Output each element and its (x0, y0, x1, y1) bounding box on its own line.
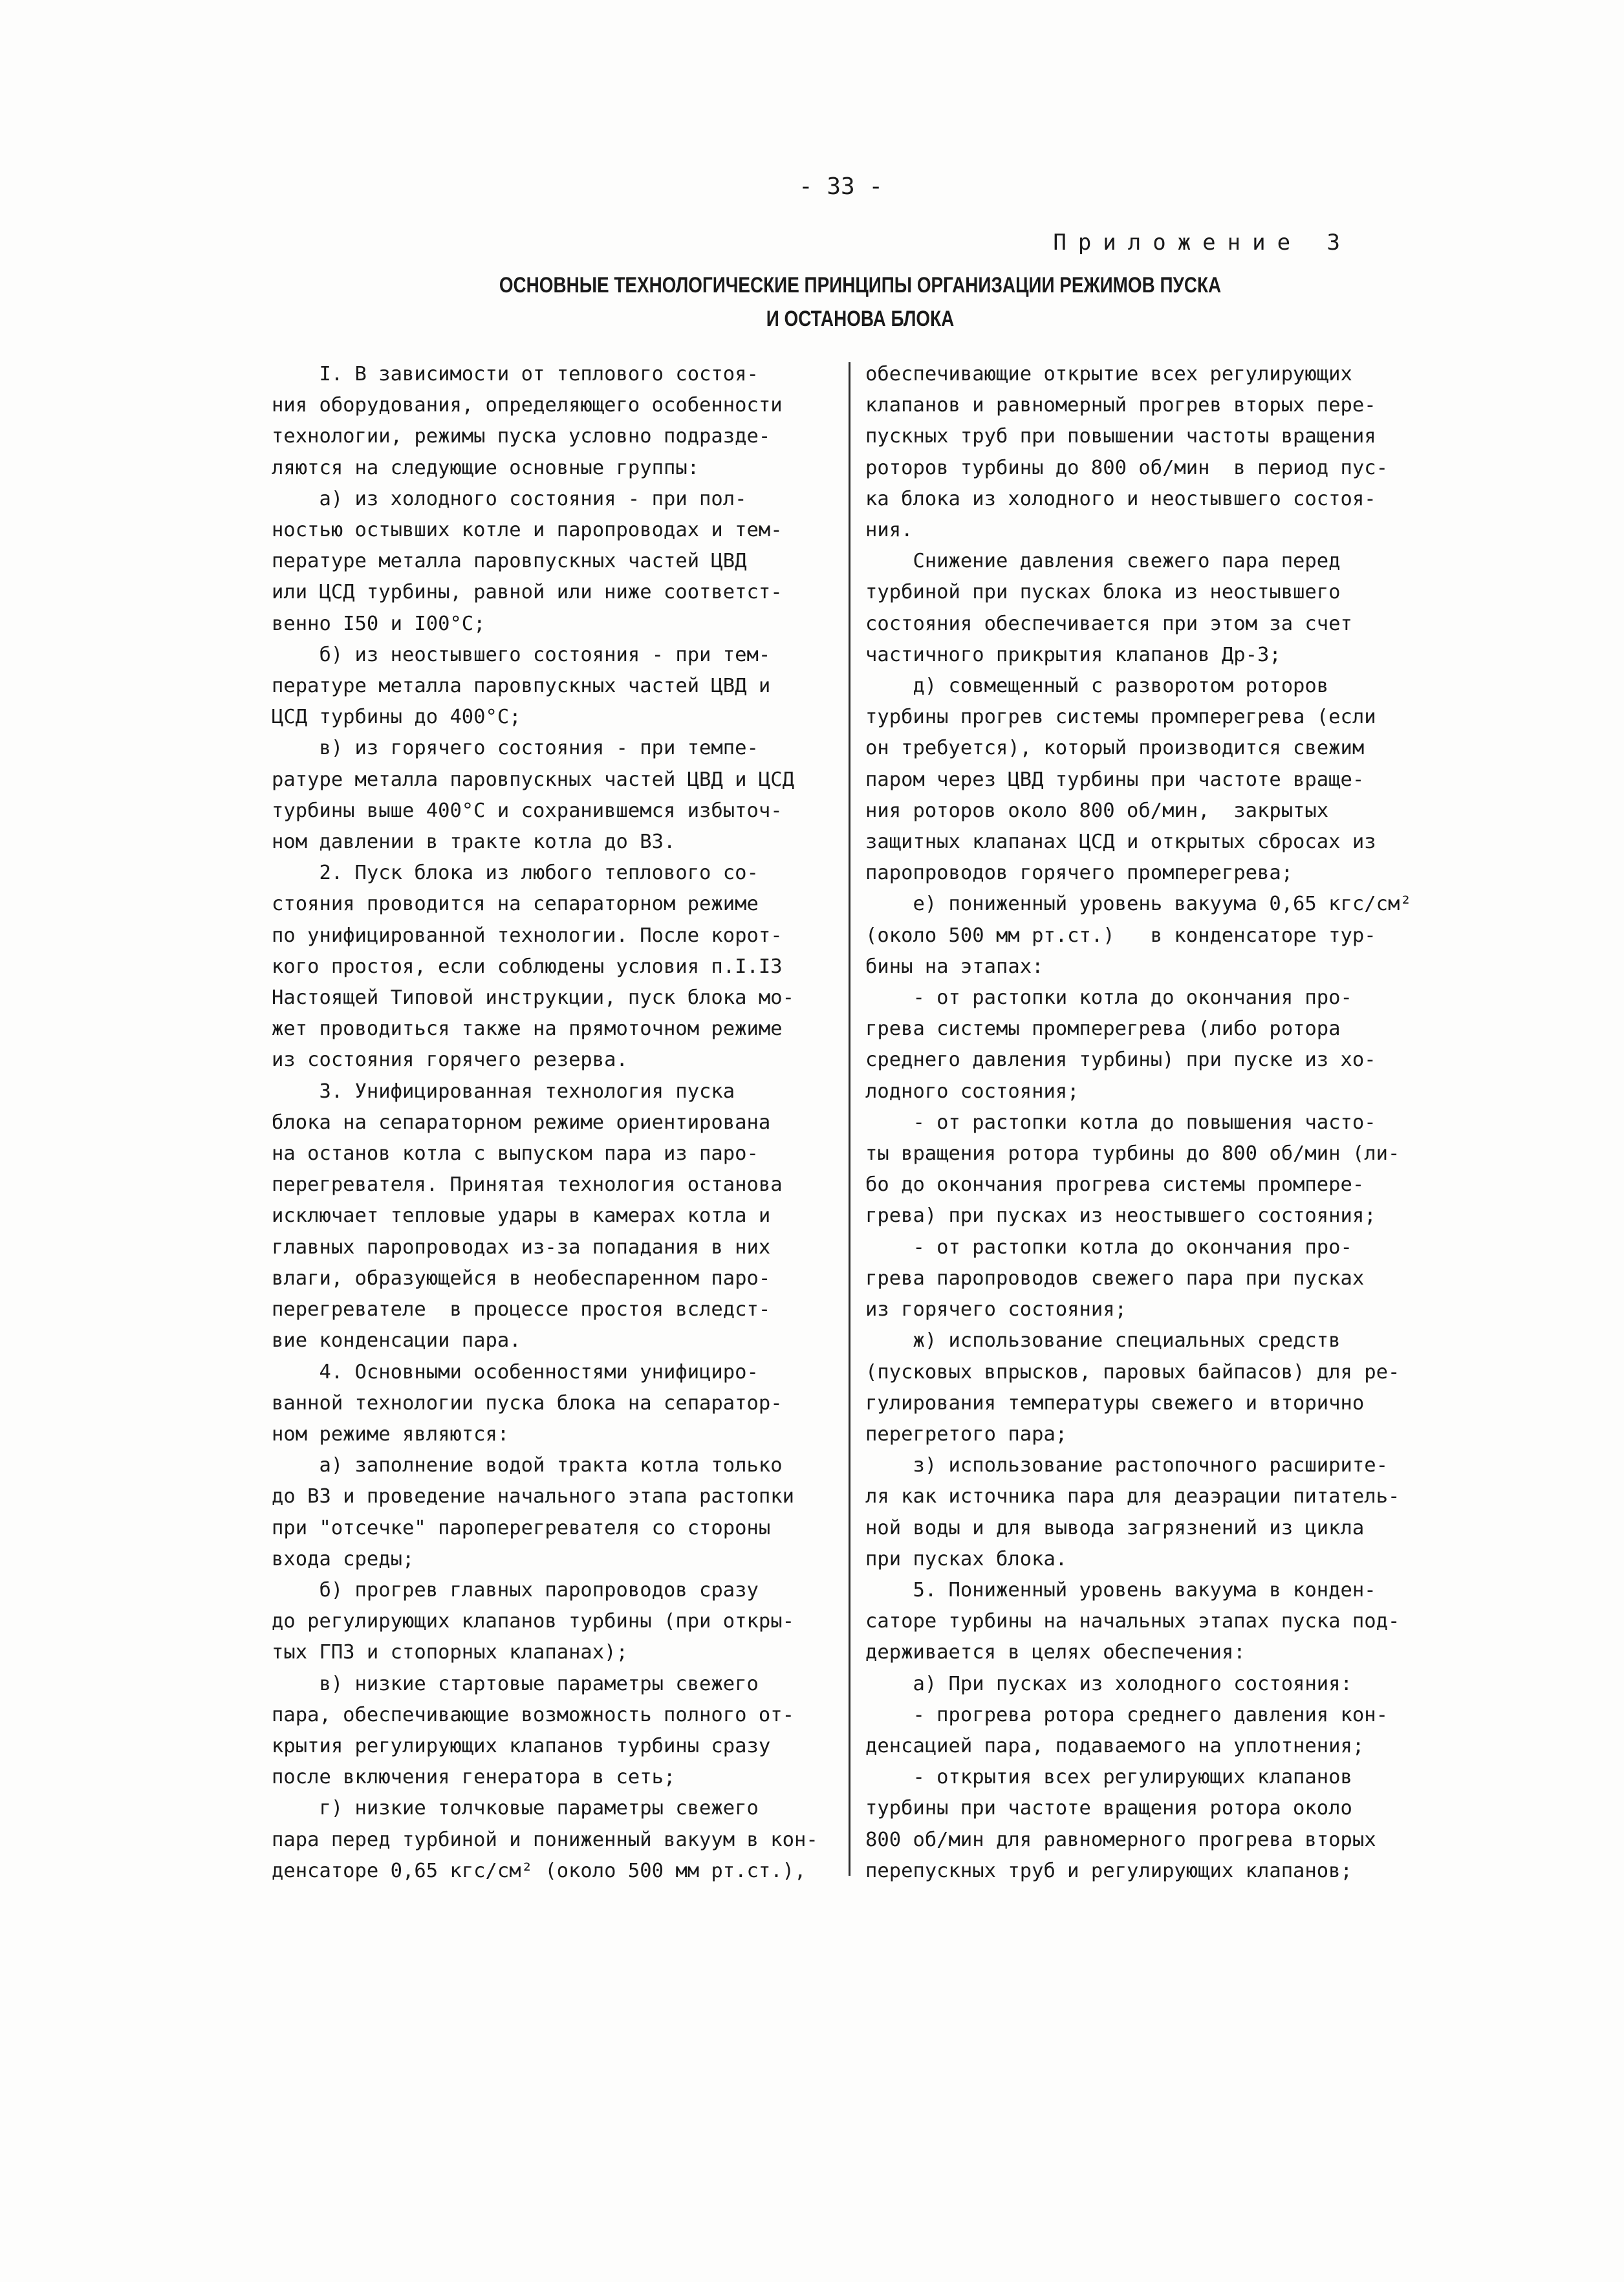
text-line: грева паропроводов свежего пара при пусках (865, 1266, 1365, 1290)
text-line: блока на сепараторном режиме ориентирована (272, 1111, 771, 1134)
text-line: ном режиме являются: (272, 1422, 510, 1446)
text-line: стояния проводится на сепараторном режиме (272, 893, 759, 916)
text-line: лодного состояния; (865, 1080, 1079, 1103)
text-line: 800 об/мин для равномерного прогрева вторых (865, 1828, 1376, 1851)
document-title (484, 268, 1237, 336)
text-line: главных паропроводах из-за попадания в них (272, 1235, 771, 1259)
text-line: жет проводиться также на прямоточном режиме (272, 1017, 783, 1041)
text-line: г) низкие толчковые параметры свежего (272, 1797, 759, 1820)
text-line: паропроводов горячего промперегрева; (865, 862, 1294, 885)
text-line: е) пониженный уровень вакуума 0,65 кгс/см² (865, 893, 1412, 916)
text-line: роторов турбины до 800 об/мин в период пус- (865, 456, 1388, 479)
text-line: ля как источника пара для деаэрации питатель- (865, 1485, 1400, 1508)
text-line: ты вращения ротора турбины до 800 об/мин (ли- (865, 1142, 1400, 1166)
text-line: на останов котла с выпуском пара из паро- (272, 1142, 759, 1166)
text-line: или ЦСД турбины, равной или ниже соответст- (272, 581, 783, 604)
text-line: ном давлении в тракте котла до ВЗ. (272, 831, 676, 854)
text-line: ния оборудования, определяющего особенности (272, 394, 783, 417)
text-line: обеспечивающие открытие всех регулирующих (865, 363, 1352, 386)
text-line: грева системы промперегрева (либо ротора (865, 1017, 1341, 1041)
text-line: перегревателя. Принятая технология останова (272, 1173, 783, 1197)
text-line: бо до окончания прогрева системы промпере- (865, 1173, 1365, 1197)
text-line: из состояния горячего резерва. (272, 1049, 628, 1072)
text-line: б) прогрев главных паропроводов сразу (272, 1578, 759, 1602)
text-line: ния роторов около 800 об/мин, закрытых (865, 799, 1329, 822)
column-divider (849, 362, 850, 1876)
text-line: венно I50 и I00°С; (272, 612, 486, 635)
text-line: 4. Основными особенностями унифициро- (272, 1360, 759, 1384)
text-line: держивается в целях обеспечения: (865, 1641, 1246, 1664)
text-line: пара перед турбиной и пониженный вакуум в кон- (272, 1828, 818, 1851)
text-line: пара, обеспечивающие возможность полного от- (272, 1703, 794, 1726)
text-line: до регулирующих клапанов турбины (при откры- (272, 1610, 794, 1633)
text-line: кого простоя, если соблюдены условия п.I.I3 (272, 955, 783, 978)
text-line: ратуре металла паровпускных частей ЦВД и ЦСД (272, 768, 794, 791)
text-line: (около 500 мм рт.ст.) в конденсаторе тур- (865, 924, 1376, 947)
text-line: вие конденсации пара. (272, 1329, 521, 1353)
text-line: в) из горячего состояния - при темпе- (272, 737, 759, 760)
text-line: а) из холодного состояния - при пол- (272, 487, 747, 510)
appendix-label: Приложение 3 (1053, 230, 1352, 255)
text-line: до ВЗ и проведение начального этапа растопки (272, 1485, 794, 1508)
text-line: - от растопки котла до окончания про- (865, 986, 1352, 1010)
text-line: пературе металла паровпускных частей ЦВД (272, 550, 747, 573)
text-line: крытия регулирующих клапанов турбины сразу (272, 1734, 771, 1757)
text-line: 2. Пуск блока из любого теплового со- (272, 862, 759, 885)
text-line: по унифицированной технологии. После корот- (272, 924, 783, 947)
text-line: входа среды; (272, 1547, 415, 1570)
text-line: - от растопки котла до окончания про- (865, 1235, 1352, 1259)
text-line: - от растопки котла до повышения часто- (865, 1111, 1376, 1134)
text-line: 5. Пониженный уровень вакуума в конден- (865, 1578, 1376, 1602)
text-line: ностью остывших котле и паропроводах и тем- (272, 519, 783, 542)
text-line: Снижение давления свежего пара перед (865, 550, 1341, 573)
left-column (272, 359, 834, 1887)
text-line: з) использование растопочного расширите- (865, 1454, 1388, 1477)
text-line: при пусках блока. (865, 1547, 1068, 1570)
text-line: перепускных труб и регулирующих клапанов; (865, 1859, 1352, 1882)
text-line: бины на этапах: (865, 955, 1044, 978)
text-line: он требуется), который производится свежим (865, 737, 1365, 760)
text-line: б) из неостывшего состояния - при тем- (272, 643, 771, 666)
text-line: турбины прогрев системы промперегрева (если (865, 706, 1376, 729)
text-line: ляются на следующие основные группы: (272, 456, 700, 479)
text-line: турбиной при пусках блока из неостывшего (865, 581, 1341, 604)
text-line: состояния обеспечивается при этом за счет (865, 612, 1352, 635)
text-line: (пусковых впрысков, паровых байпасов) для ре- (865, 1360, 1400, 1384)
text-line: грева) при пусках из неостывшего состояния; (865, 1204, 1376, 1228)
text-line: исключает тепловые удары в камерах котла и (272, 1204, 771, 1228)
text-line: в) низкие стартовые параметры свежего (272, 1672, 759, 1695)
text-line: денсацией пара, подаваемого на уплотнения; (865, 1734, 1365, 1757)
text-line: турбины при частоте вращения ротора около (865, 1797, 1352, 1820)
right-column (865, 359, 1447, 1887)
text-line: Настоящей Типовой инструкции, пуск блока мо- (272, 986, 794, 1010)
text-line: защитных клапанах ЦСД и открытых сбросах из (865, 831, 1376, 854)
text-line: технологии, режимы пуска условно подразде- (272, 425, 771, 448)
text-line: клапанов и равномерный прогрев вторых пере- (865, 394, 1376, 417)
text-line: турбины выше 400°С и сохранившемся избыточ- (272, 799, 783, 822)
text-line: после включения генератора в сеть; (272, 1766, 676, 1789)
text-line: при "отсечке" пароперегревателя со стороны (272, 1516, 771, 1539)
text-line: 3. Унифицированная технология пуска (272, 1080, 735, 1103)
text-line: ЦСД турбины до 400°С; (272, 706, 521, 729)
text-line: а) заполнение водой тракта котла только (272, 1454, 783, 1477)
text-line: ж) использование специальных средств (865, 1329, 1341, 1353)
text-line: паром через ЦВД турбины при частоте враще- (865, 768, 1365, 791)
text-line: перегретого пара; (865, 1422, 1068, 1446)
text-line: влаги, образующейся в необеспаренном паро- (272, 1266, 771, 1290)
text-line: д) совмещенный с разворотом роторов (865, 675, 1329, 698)
text-line: - открытия всех регулирующих клапанов (865, 1766, 1352, 1789)
text-line: тых ГПЗ и стопорных клапанах); (272, 1641, 628, 1664)
text-line: гулирования температуры свежего и вторично (865, 1391, 1365, 1415)
text-line: из горячего состояния; (865, 1298, 1127, 1321)
text-line: ка блока из холодного и неостывшего состоя- (865, 487, 1376, 510)
text-line: ной воды и для вывода загрязнений из цикла (865, 1516, 1365, 1539)
title-line-1: ОСНОВНЫЕ ТЕХНОЛОГИЧЕСКИЕ ПРИНЦИПЫ ОРГАНИЗАЦИИ РЕЖИМОВ ПУСКА (499, 273, 1222, 298)
title-line-2: И ОСТАНОВА БЛОКА (766, 307, 955, 331)
text-line: денсаторе 0,65 кгс/см² (около 500 мм рт.ст.), (272, 1859, 807, 1882)
text-line: саторе турбины на начальных этапах пуска под- (865, 1610, 1400, 1633)
text-line: - прогрева ротора среднего давления кон- (865, 1703, 1388, 1726)
text-line: пускных труб при повышении частоты вращения (865, 425, 1376, 448)
page-number: - 33 - (798, 173, 883, 200)
text-line: среднего давления турбины) при пуске из хо- (865, 1049, 1376, 1072)
text-line: ванной технологии пуска блока на сепаратор- (272, 1391, 783, 1415)
text-line: ния. (865, 519, 913, 542)
text-line: а) При пусках из холодного состояния: (865, 1672, 1352, 1695)
text-line: частичного прикрытия клапанов Др-3; (865, 643, 1281, 666)
text-line: пературе металла паровпускных частей ЦВД и (272, 675, 771, 698)
text-line: перегревателе в процессе простоя вследст- (272, 1298, 771, 1321)
text-line: I. В зависимости от теплового состоя- (272, 363, 759, 386)
